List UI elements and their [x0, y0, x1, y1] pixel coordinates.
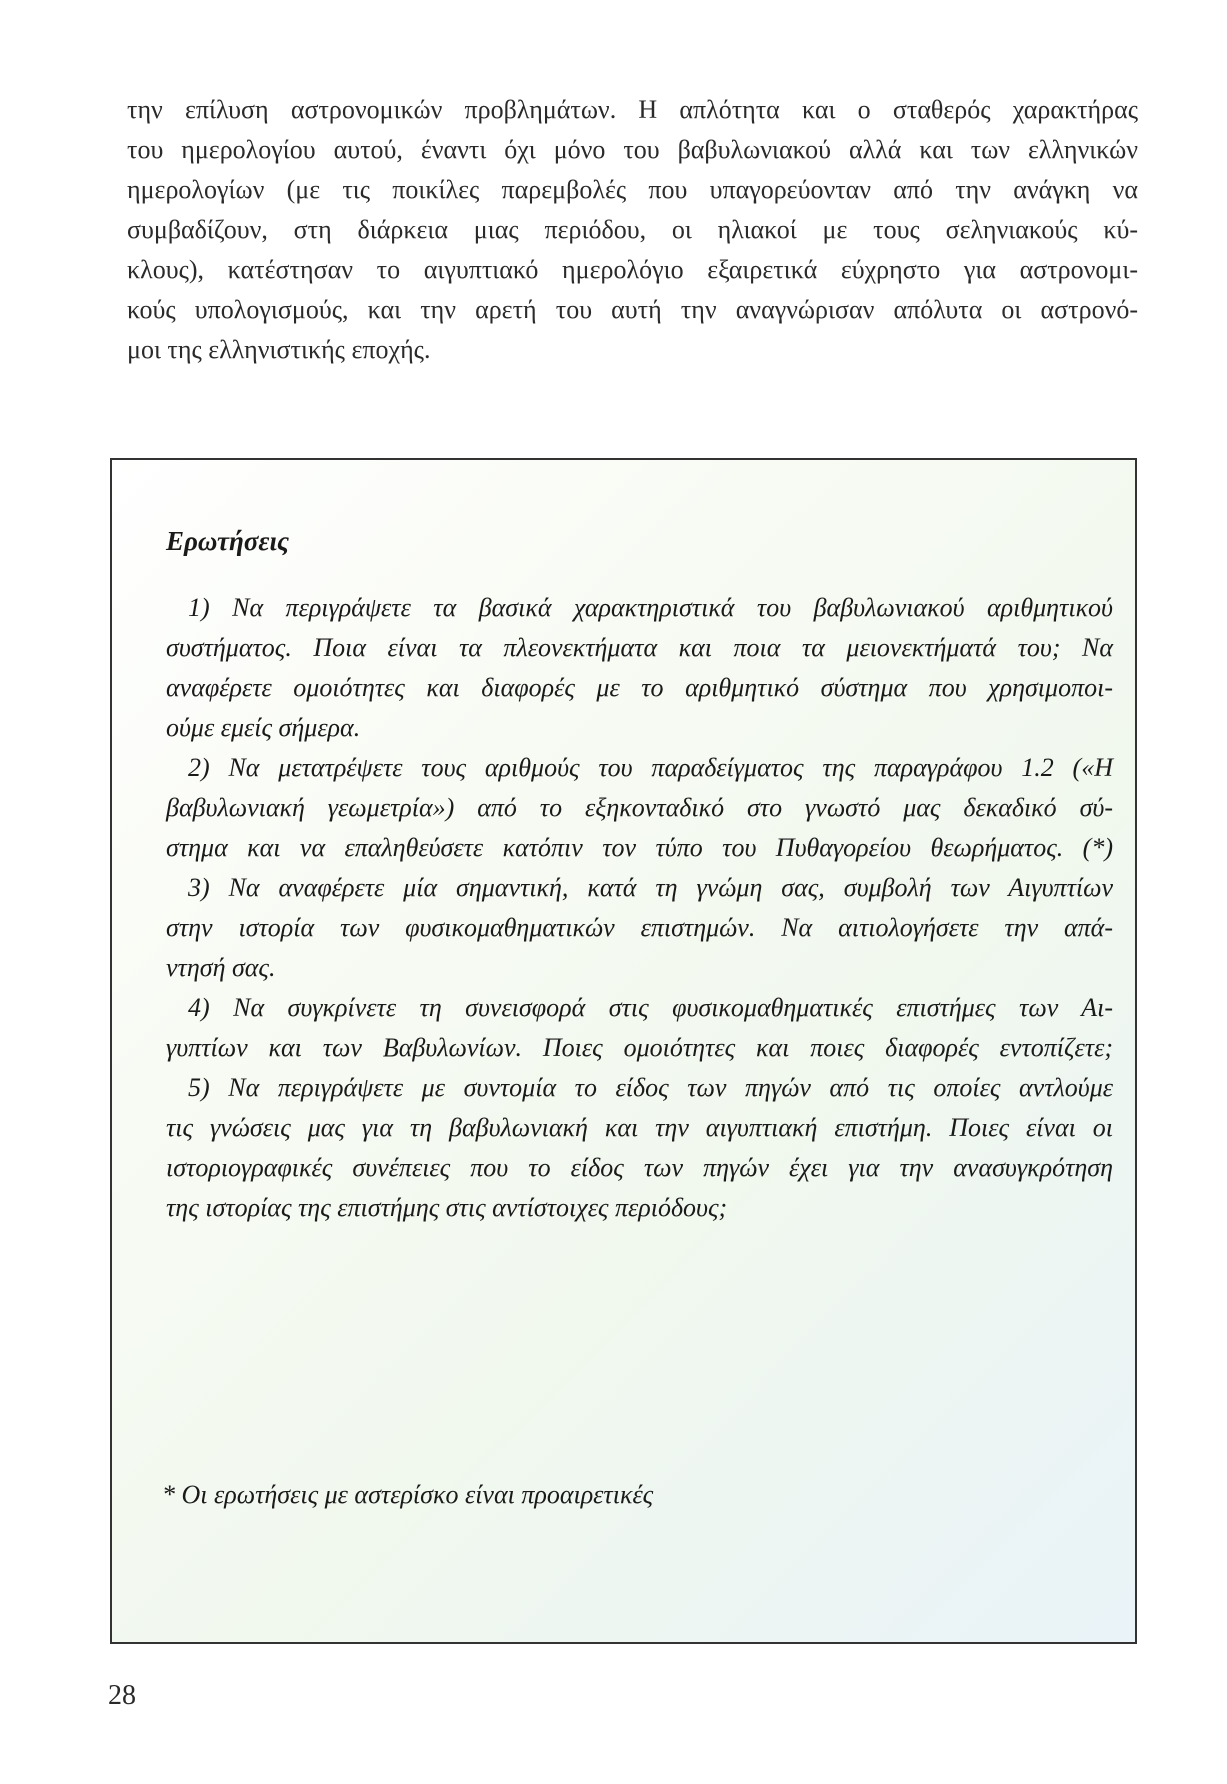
question-line: 1) Να περιγράψετε τα βασικά χαρακτηριστικά του βαβυλωνιακού αριθμητικού: [188, 593, 1113, 622]
question-line: στην ιστορία των φυσικομαθηματικών επιστημών. Να αιτιολογήσετε την απά-: [166, 913, 1113, 942]
question-line: συστήματος. Ποια είναι τα πλεονεκτήματα και ποια τα μειονεκτήματά του; Να: [166, 633, 1113, 662]
text-line: κούς υπολογισμούς, και την αρετή του αυτή την αναγνώρισαν απόλυτα οι αστρονό-: [127, 295, 1138, 324]
question-line: 2) Να μετατρέψετε τους αριθμούς του παραδείγματος της παραγράφου 1.2 («Η: [188, 753, 1113, 782]
question-line: αναφέρετε ομοιότητες και διαφορές με το αριθμητικό σύστημα που χρησιμοποι-: [166, 673, 1113, 702]
questions-list: [166, 588, 1113, 1228]
text-line: συμβαδίζουν, στη διάρκεια μιας περιόδου, οι ηλιακοί με τους σεληνιακούς κύ-: [127, 215, 1138, 244]
question-line: 5) Να περιγράψετε με συντομία το είδος των πηγών από τις οποίες αντλούμε: [188, 1073, 1113, 1102]
question-line: 3) Να αναφέρετε μία σημαντική, κατά τη γνώμη σας, συμβολή των Αιγυπτίων: [188, 873, 1113, 902]
page-number: 28: [108, 1680, 136, 1711]
text-line: του ημερολογίου αυτού, έναντι όχι μόνο του βαβυλωνιακού αλλά και των ελληνικών: [127, 135, 1138, 164]
question-line: 4) Να συγκρίνετε τη συνεισφορά στις φυσικομαθηματικές επιστήμες των Αι-: [188, 993, 1113, 1022]
text-line: μοι της ελληνιστικής εποχής.: [127, 335, 431, 364]
intro-paragraph: [127, 90, 1138, 370]
question-line: ιστοριογραφικές συνέπειες που το είδος των πηγών έχει για την ανασυγκρότηση: [166, 1153, 1113, 1182]
question-line: βαβυλωνιακή γεωμετρία») από το εξηκονταδικό στο γνωστό μας δεκαδικό σύ-: [166, 793, 1113, 822]
questions-title: Ερωτήσεις: [166, 526, 290, 556]
text-line: την επίλυση αστρονομικών προβλημάτων. Η απλότητα και ο σταθερός χαρακτήρας: [127, 95, 1138, 124]
question-line: γυπτίων και των Βαβυλωνίων. Ποιες ομοιότητες και ποιες διαφορές εντοπίζετε;: [166, 1033, 1113, 1062]
question-line: ούμε εμείς σήμερα.: [166, 713, 361, 742]
question-line: της ιστορίας της επιστήμης στις αντίστοιχες περιόδους;: [166, 1193, 728, 1222]
questions-box: [110, 458, 1137, 1644]
optional-questions-footnote: * Οι ερωτήσεις με αστερίσκο είναι προαιρετικές: [162, 1480, 654, 1509]
text-line: ημερολογίων (με τις ποικίλες παρεμβολές που υπαγορεύονταν από την ανάγκη να: [127, 175, 1138, 204]
question-line: στημα και να επαληθεύσετε κατόπιν τον τύπο του Πυθαγορείου θεωρήματος. (*): [166, 833, 1113, 862]
text-line: κλους), κατέστησαν το αιγυπτιακό ημερολόγιο εξαιρετικά εύχρηστο για αστρονομι-: [127, 255, 1138, 284]
question-line: τις γνώσεις μας για τη βαβυλωνιακή και την αιγυπτιακή επιστήμη. Ποιες είναι οι: [166, 1113, 1113, 1142]
question-line: ντησή σας.: [166, 953, 276, 982]
